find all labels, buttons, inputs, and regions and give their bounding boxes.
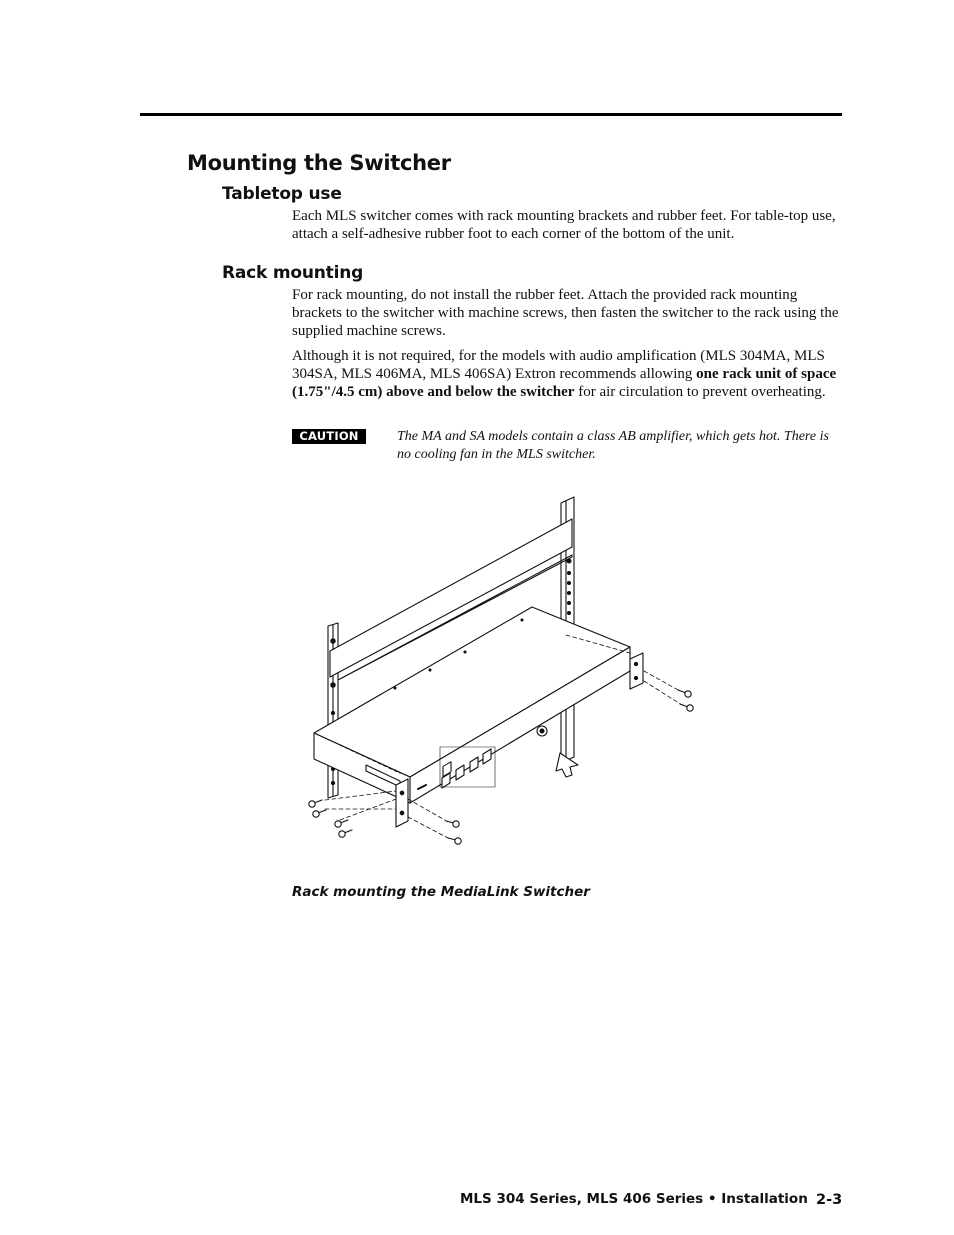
page-title: Mounting the Switcher	[187, 151, 451, 175]
rack-heading: Rack mounting	[222, 263, 364, 283]
rack-mount-diagram	[300, 495, 700, 855]
rack-space-emphasis: one rack unit of space (1.75"/4.5 cm) above and below the switcher	[292, 366, 837, 401]
tabletop-heading: Tabletop use	[222, 184, 342, 204]
tabletop-paragraph: Each MLS switcher comes with rack mounting brackets and rubber feet. For table-top use, attach a self-adhesive rubber foot to each corner of the bottom of the unit.	[292, 208, 836, 243]
rack-paragraph-2-text-end: for air circulation to prevent overheating.	[574, 384, 826, 401]
caution-badge: CAUTION	[292, 429, 366, 444]
rack-paragraph-1: For rack mounting, do not install the rubber feet. Attach the provided rack mounting brackets to the switcher with machine screws, then fasten the switcher to the rack using the supplied machine screws.	[292, 287, 839, 340]
right-mounting-bracket	[630, 653, 643, 689]
figure-caption: Rack mounting the MediaLink Switcher	[292, 884, 590, 900]
footer-title: MLS 304 Series, MLS 406 Series • Installation	[460, 1191, 808, 1207]
rack-paragraph-2	[292, 347, 840, 402]
rack-paragraph-2-text-start: Although it is not required, for the models with audio amplification (MLS 304MA, MLS 304SA, MLS 406MA, MLS 406SA) Extron recommends allowing	[292, 348, 825, 383]
caution-text: The MA and SA models contain a class AB amplifier, which gets hot. There is no cooling fan in the MLS switcher.	[397, 429, 829, 462]
page-number: 2-3	[816, 1192, 843, 1208]
header-rule	[140, 113, 842, 116]
